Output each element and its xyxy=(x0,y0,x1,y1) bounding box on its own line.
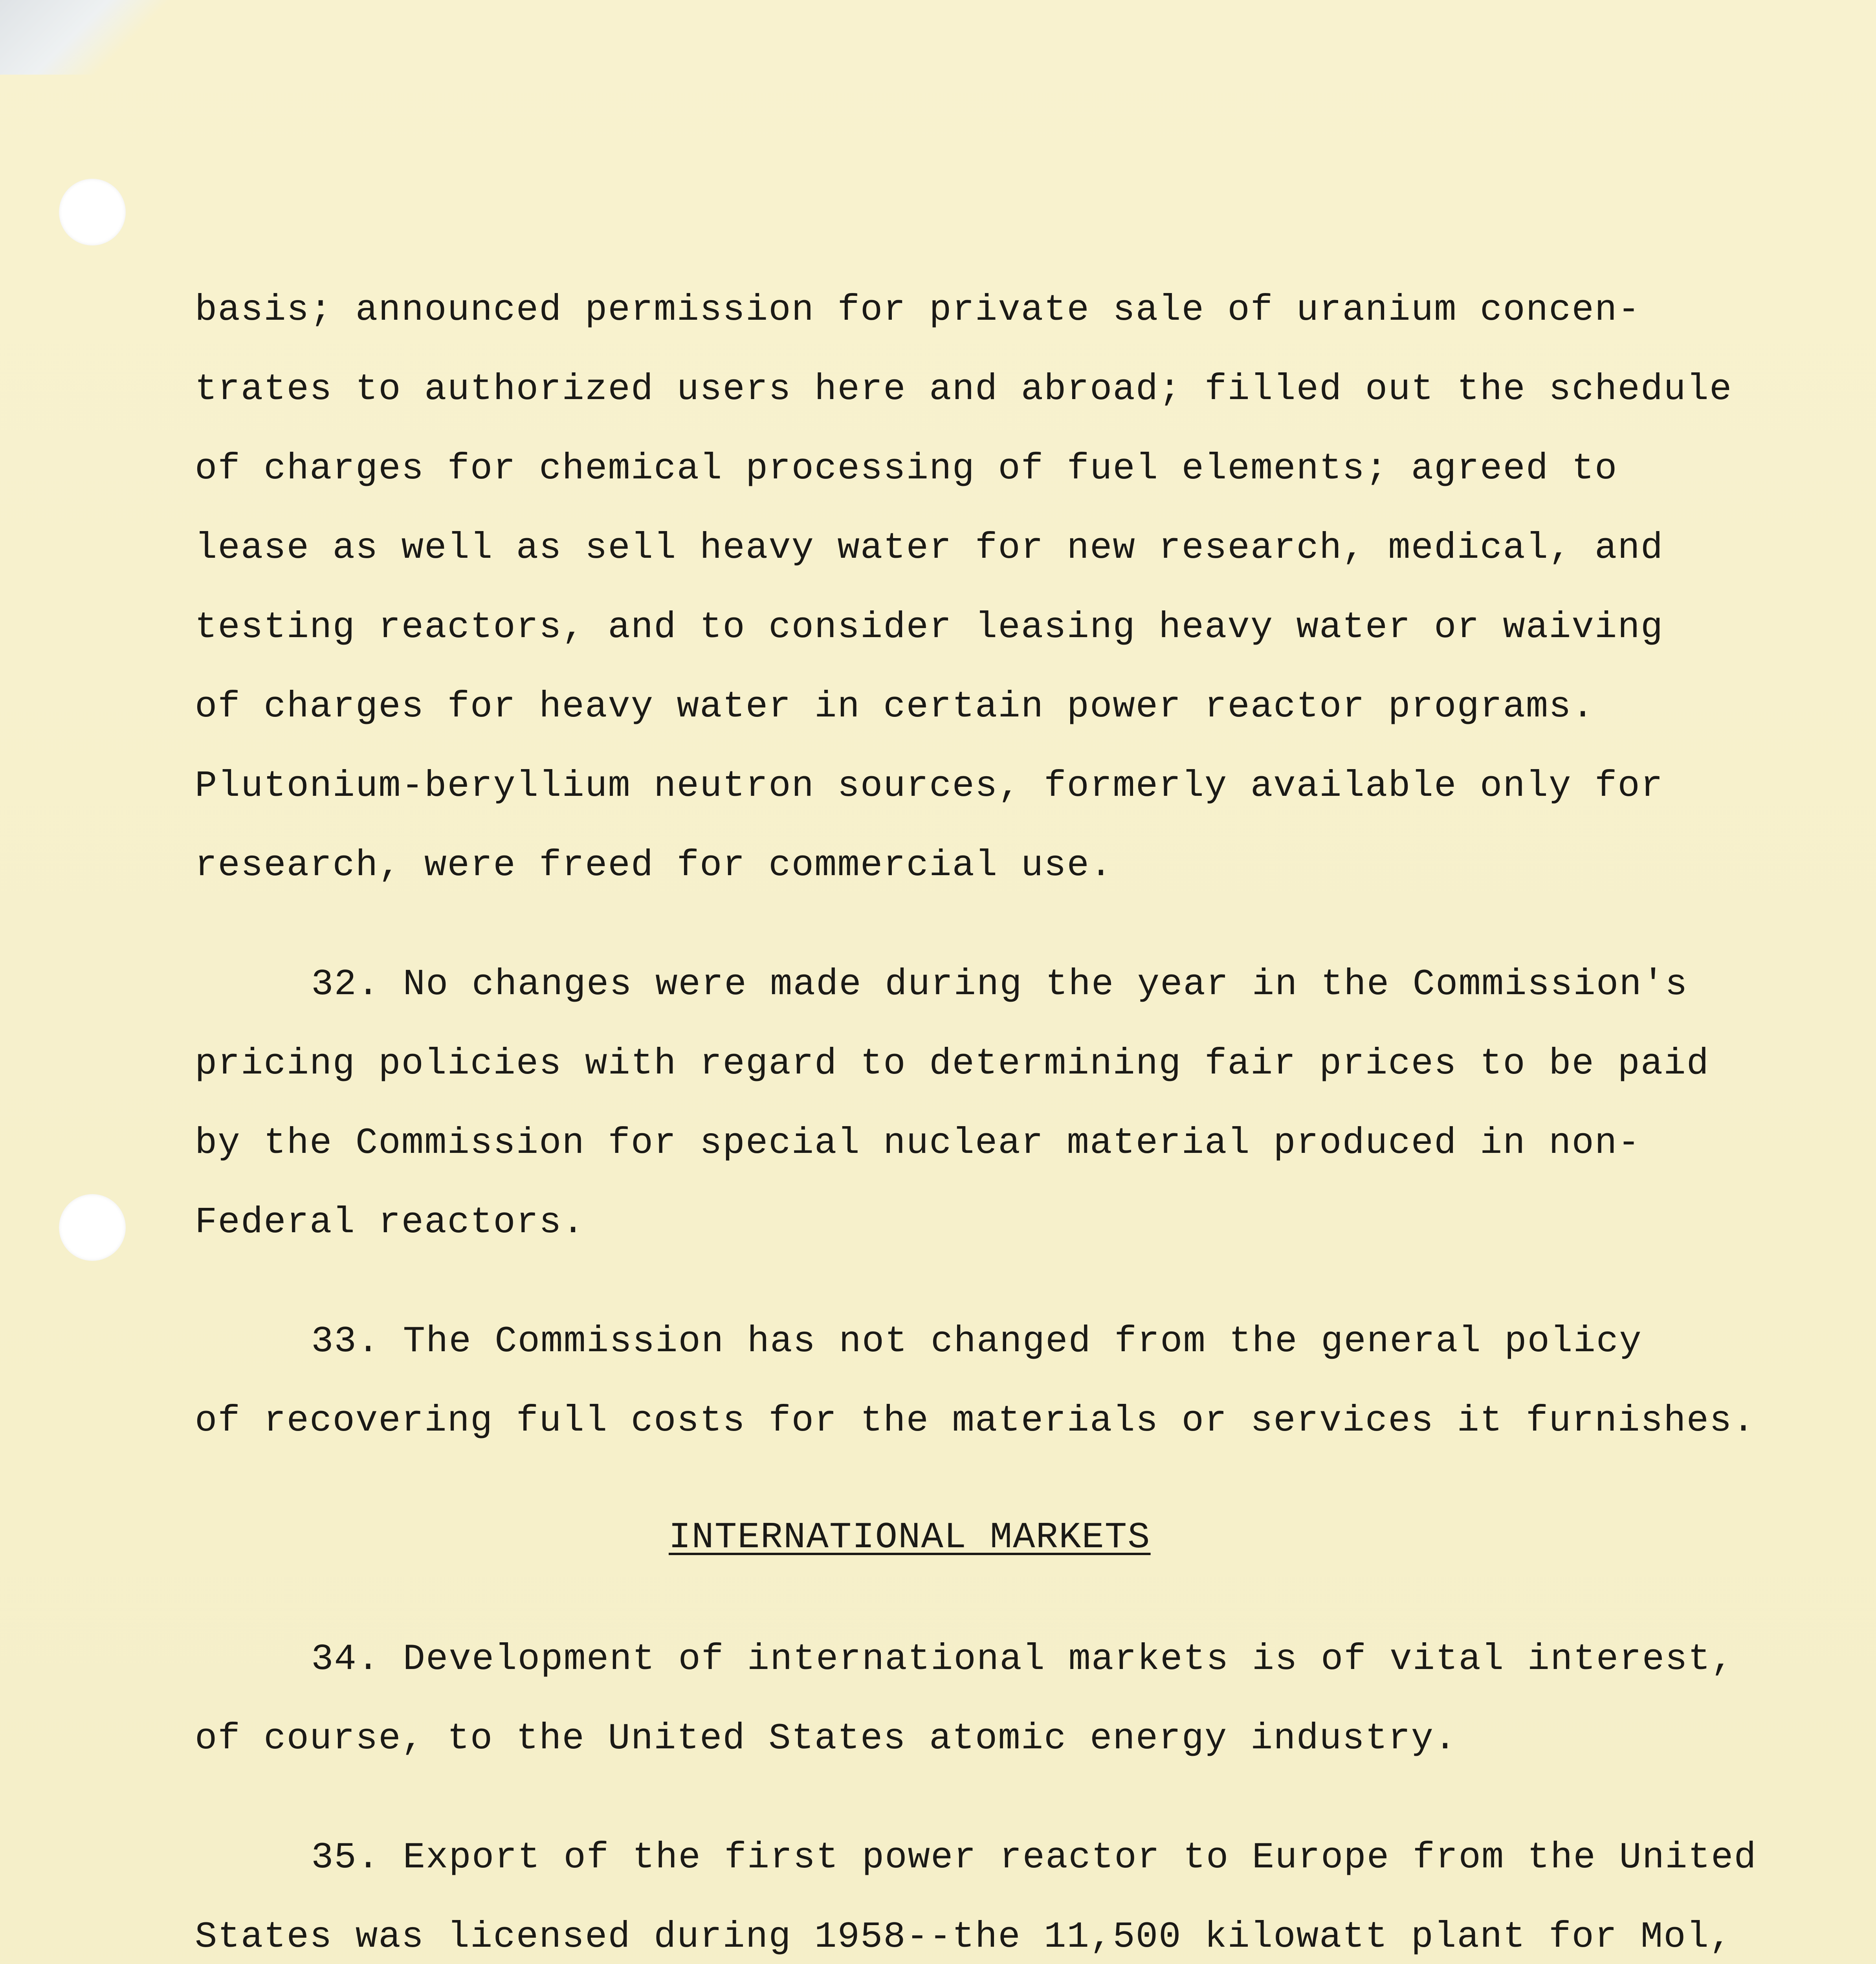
paragraph-31-line-1: basis; announced permission for private sale of uranium concen- xyxy=(195,289,1641,331)
paragraph-31-line-3: of charges for chemical processing of fuel elements; agreed to xyxy=(195,448,1618,490)
paragraph-34-line-1: 34. Development of international markets is of vital interest, xyxy=(311,1639,1734,1680)
paragraph-35-line-2: States was licensed during 1958--the 11,500 kilowatt plant for Mol, xyxy=(195,1916,1733,1958)
paper-corner-damage xyxy=(0,0,169,75)
paragraph-31-line-2: trates to authorized users here and abroad; filled out the schedule xyxy=(195,369,1733,410)
paragraph-31-line-8: research, were freed for commercial use. xyxy=(195,845,1113,887)
paragraph-31-line-6: of charges for heavy water in certain power reactor programs. xyxy=(195,686,1595,728)
punch-hole-middle xyxy=(59,1194,126,1261)
paragraph-32-line-2: pricing policies with regard to determining fair prices to be paid xyxy=(195,1043,1710,1085)
paragraph-33-line-2: of recovering full costs for the materials or services it furnishes. xyxy=(195,1400,1755,1442)
paragraph-32-line-1: 32. No changes were made during the year in the Commission's xyxy=(311,964,1688,1006)
paragraph-31-line-4: lease as well as sell heavy water for new research, medical, and xyxy=(195,528,1664,569)
paragraph-32-line-3: by the Commission for special nuclear material produced in non- xyxy=(195,1123,1641,1164)
section-heading: INTERNATIONAL MARKETS xyxy=(669,1517,1151,1559)
paragraph-31-line-7: Plutonium-beryllium neutron sources, formerly available only for xyxy=(195,766,1664,807)
paragraph-35-line-1: 35. Export of the first power reactor to Europe from the United xyxy=(311,1837,1757,1879)
paragraph-31-line-5: testing reactors, and to consider leasing heavy water or waiving xyxy=(195,607,1664,649)
paragraph-32-line-4: Federal reactors. xyxy=(195,1202,585,1244)
paragraph-33-line-1: 33. The Commission has not changed from the general policy xyxy=(311,1321,1642,1363)
punch-hole-top xyxy=(59,179,126,246)
paragraph-34-line-2: of course, to the United States atomic energy industry. xyxy=(195,1718,1457,1760)
